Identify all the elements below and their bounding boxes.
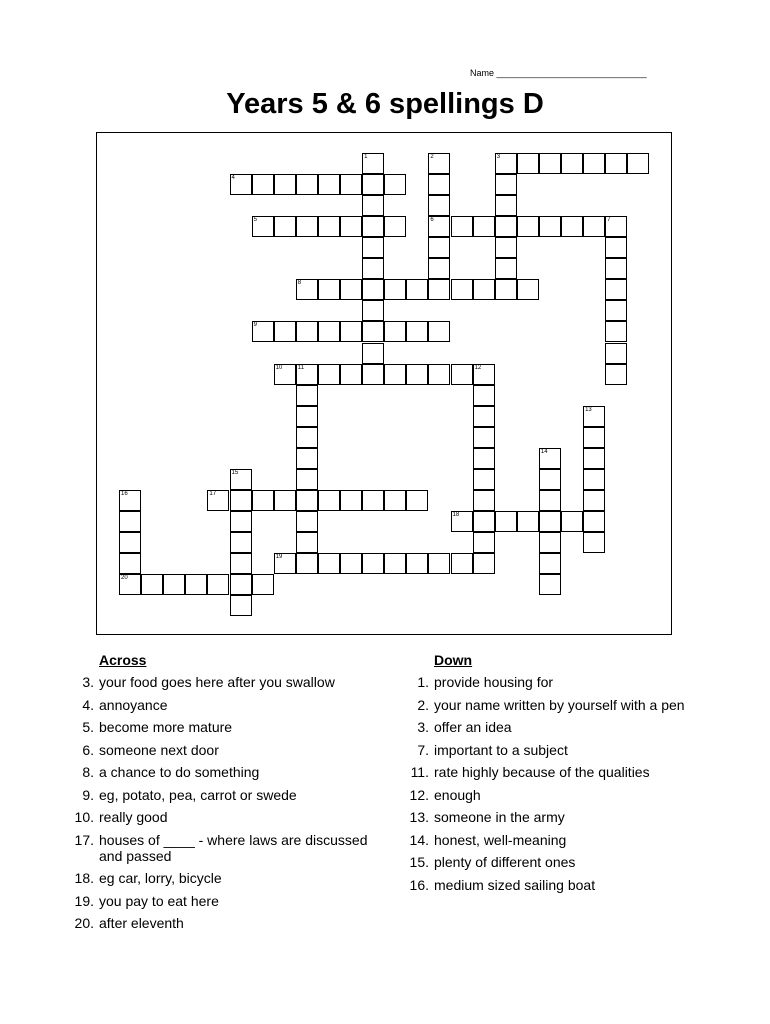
grid-cell[interactable] [539, 532, 561, 553]
grid-cell[interactable] [296, 532, 318, 553]
grid-cell[interactable] [362, 490, 384, 511]
grid-cell[interactable] [583, 153, 605, 174]
grid-cell[interactable] [428, 279, 450, 300]
grid-cell[interactable] [340, 490, 362, 511]
grid-cell[interactable] [119, 490, 141, 511]
down-clue [409, 876, 714, 893]
grid-cell[interactable] [583, 469, 605, 490]
grid-cell[interactable] [274, 216, 296, 237]
across-heading: Across [99, 652, 147, 668]
down-clues [409, 652, 714, 899]
across-clue [74, 831, 389, 864]
grid-cell[interactable] [185, 574, 207, 595]
grid-cell[interactable] [252, 216, 274, 237]
clue-number: 8. [82, 764, 94, 780]
grid-cell[interactable] [495, 174, 517, 195]
grid-cell[interactable] [539, 553, 561, 574]
grid-cell[interactable] [451, 279, 473, 300]
grid-cell[interactable] [539, 153, 561, 174]
grid-cell[interactable] [539, 448, 561, 469]
grid-cell[interactable] [428, 364, 450, 385]
grid-cell[interactable] [473, 511, 495, 532]
clue-text: someone in the army [434, 809, 565, 825]
cell-number: 4 [231, 175, 235, 182]
across-clue [82, 696, 389, 713]
clue-number: 12. [409, 786, 429, 803]
grid-cell[interactable] [428, 216, 450, 237]
cell-number: 14 [540, 448, 548, 455]
down-heading: Down [434, 652, 473, 668]
grid-cell[interactable] [119, 553, 141, 574]
grid-cell[interactable] [318, 490, 340, 511]
cell-number: 6 [430, 217, 434, 224]
clue-text: medium sized sailing boat [434, 876, 596, 893]
grid-cell[interactable] [296, 364, 318, 385]
grid-cell[interactable] [207, 490, 229, 511]
grid-cell[interactable] [252, 490, 274, 511]
grid-cell[interactable] [119, 511, 141, 532]
grid-cell[interactable] [230, 469, 252, 490]
grid-cell[interactable] [296, 216, 318, 237]
cell-number: 13 [585, 406, 592, 413]
grid-cell[interactable] [362, 321, 384, 342]
clue-number: 13. [409, 809, 429, 825]
clue-number: 4. [82, 696, 94, 713]
cell-number: 12 [474, 364, 482, 371]
page-title: Years 5 & 6 spellings D [226, 88, 544, 120]
grid-cell[interactable] [473, 469, 495, 490]
cell-number: 11 [297, 364, 305, 371]
grid-cell[interactable] [539, 469, 561, 490]
grid-cell[interactable] [296, 406, 318, 427]
grid-cell[interactable] [230, 174, 252, 195]
grid-cell[interactable] [605, 216, 627, 237]
grid-cell[interactable] [274, 174, 296, 195]
grid-cell[interactable] [583, 406, 605, 427]
grid-cell[interactable] [230, 532, 252, 553]
grid-cell[interactable] [517, 216, 539, 237]
name-line: Name ______________________________ [470, 68, 647, 78]
clue-text: really good [99, 809, 168, 825]
grid-cell[interactable] [473, 216, 495, 237]
grid-cell[interactable] [583, 427, 605, 448]
clue-number: 16. [409, 876, 429, 893]
grid-cell[interactable] [296, 511, 318, 532]
grid-cell[interactable] [362, 195, 384, 216]
grid-cell[interactable] [362, 258, 384, 279]
grid-cell[interactable] [473, 427, 495, 448]
cell-number: 10 [275, 364, 283, 371]
grid-cell[interactable] [318, 553, 340, 574]
grid-cell[interactable] [296, 427, 318, 448]
cell-number: 16 [121, 490, 128, 497]
grid-cell[interactable] [605, 321, 627, 342]
clue-text: annoyance [99, 696, 168, 713]
across-clue [74, 892, 389, 909]
grid-cell[interactable] [627, 153, 649, 174]
clue-number: 3. [417, 719, 429, 735]
clue-number: 19. [74, 892, 94, 909]
grid-cell[interactable] [561, 153, 583, 174]
grid-cell[interactable] [605, 343, 627, 364]
grid-cell[interactable] [318, 364, 340, 385]
clue-text: eg, potato, pea, carrot or swede [99, 786, 297, 803]
grid-cell[interactable] [384, 553, 406, 574]
cell-number: 2 [430, 154, 434, 160]
grid-cell[interactable] [362, 174, 384, 195]
cell-number: 7 [607, 217, 611, 224]
grid-cell[interactable] [605, 258, 627, 279]
grid-cell[interactable] [296, 448, 318, 469]
across-clue [82, 719, 389, 735]
grid-cell[interactable] [517, 153, 539, 174]
grid-cell[interactable] [230, 490, 252, 511]
grid-cell[interactable] [274, 364, 296, 385]
grid-cell[interactable] [495, 511, 517, 532]
clue-number: 6. [82, 741, 94, 758]
grid-cell[interactable] [428, 321, 450, 342]
grid-cell[interactable] [340, 216, 362, 237]
clue-text: eg car, lorry, bicycle [99, 870, 222, 886]
cell-number: 1 [364, 154, 368, 160]
grid-cell[interactable] [495, 216, 517, 237]
clue-text: your food goes here after you swallow [99, 674, 335, 690]
grid-cell[interactable] [473, 279, 495, 300]
grid-cell[interactable] [362, 237, 384, 258]
grid-cell[interactable] [362, 300, 384, 321]
down-clue [409, 854, 714, 870]
across-clue [74, 870, 389, 886]
grid-cell[interactable] [274, 321, 296, 342]
grid-cell[interactable] [495, 237, 517, 258]
clue-number: 9. [82, 786, 94, 803]
grid-cell[interactable] [605, 364, 627, 385]
grid-cell[interactable] [605, 279, 627, 300]
grid-cell[interactable] [119, 574, 141, 595]
clue-text: offer an idea [434, 719, 512, 735]
down-clue [417, 674, 714, 690]
clue-number: 1. [417, 674, 429, 690]
grid-cell[interactable] [406, 364, 428, 385]
cell-number: 20 [121, 575, 128, 581]
grid-cell[interactable] [119, 532, 141, 553]
grid-cell[interactable] [207, 574, 229, 595]
grid-cell[interactable] [230, 553, 252, 574]
clue-text: a chance to do something [99, 764, 260, 780]
grid-cell[interactable] [340, 174, 362, 195]
down-clue [417, 719, 714, 735]
grid-cell[interactable] [296, 469, 318, 490]
grid-cell[interactable] [318, 279, 340, 300]
grid-cell[interactable] [384, 174, 406, 195]
grid-cell[interactable] [340, 553, 362, 574]
clue-number: 20. [74, 915, 94, 931]
clue-number: 2. [417, 696, 429, 713]
grid-cell[interactable] [539, 216, 561, 237]
grid-cell[interactable] [230, 511, 252, 532]
clue-number: 5. [82, 719, 94, 735]
grid-cell[interactable] [296, 553, 318, 574]
cell-number: 8 [297, 280, 302, 287]
clue-number: 11. [410, 764, 429, 780]
grid-cell[interactable] [318, 216, 340, 237]
grid-cell[interactable] [428, 153, 450, 174]
clue-text: important to a subject [434, 741, 568, 758]
grid-cell[interactable] [296, 385, 318, 406]
grid-cell[interactable] [473, 553, 495, 574]
clue-number: 7. [417, 741, 429, 758]
grid-cell[interactable] [473, 364, 495, 385]
grid-cell[interactable] [428, 553, 450, 574]
grid-cell[interactable] [451, 216, 473, 237]
clue-text: your name written by yourself with a pen [434, 696, 685, 713]
grid-cell[interactable] [583, 448, 605, 469]
clue-text: rate highly because of the qualities [434, 764, 650, 780]
grid-cell[interactable] [296, 490, 318, 511]
grid-cell[interactable] [428, 195, 450, 216]
clue-number: 3. [82, 674, 94, 690]
grid-cell[interactable] [362, 216, 384, 237]
clue-number: 15. [409, 854, 429, 870]
clue-text: houses of ____ - where laws are discussed and passed [99, 831, 368, 864]
grid-cell[interactable] [473, 490, 495, 511]
across-clue [74, 809, 389, 825]
grid-cell[interactable] [163, 574, 185, 595]
down-clue [417, 741, 714, 758]
grid-cell[interactable] [539, 574, 561, 595]
grid-cell[interactable] [517, 279, 539, 300]
cell-number: 15 [231, 469, 239, 476]
grid-cell[interactable] [384, 216, 406, 237]
grid-cell[interactable] [495, 258, 517, 279]
grid-cell[interactable] [451, 553, 473, 574]
grid-cell[interactable] [384, 364, 406, 385]
clue-text: someone next door [99, 741, 219, 758]
grid-cell[interactable] [406, 321, 428, 342]
down-clue [409, 831, 714, 848]
across-clue [74, 915, 389, 931]
grid-cell[interactable] [605, 237, 627, 258]
grid-cell[interactable] [141, 574, 163, 595]
grid-cell[interactable] [406, 553, 428, 574]
grid-cell[interactable] [318, 321, 340, 342]
clue-number: 18. [74, 870, 94, 886]
across-clue [82, 741, 389, 758]
grid-cell[interactable] [561, 216, 583, 237]
grid-cell[interactable] [362, 364, 384, 385]
grid-cell[interactable] [495, 195, 517, 216]
grid-cell[interactable] [428, 237, 450, 258]
grid-cell[interactable] [451, 511, 473, 532]
across-clue [82, 764, 389, 780]
clue-number: 14. [409, 831, 429, 848]
cell-number: 9 [253, 322, 257, 329]
grid-cell[interactable] [605, 153, 627, 174]
grid-cell[interactable] [451, 364, 473, 385]
grid-cell[interactable] [362, 343, 384, 364]
grid-cell[interactable] [583, 511, 605, 532]
grid-cell[interactable] [473, 532, 495, 553]
grid-cell[interactable] [296, 279, 318, 300]
grid-cell[interactable] [384, 321, 406, 342]
clue-text: honest, well-meaning [434, 831, 567, 848]
across-clues [74, 652, 389, 938]
grid-cell[interactable] [252, 321, 274, 342]
grid-cell[interactable] [340, 364, 362, 385]
grid-cell[interactable] [495, 153, 517, 174]
across-clue [82, 674, 389, 690]
grid-cell[interactable] [274, 490, 296, 511]
cell-number: 18 [452, 511, 460, 518]
cell-number: 17 [209, 490, 217, 497]
grid-cell[interactable] [406, 279, 428, 300]
down-clue [409, 809, 714, 825]
clue-number: 17. [74, 831, 94, 848]
across-clue [82, 786, 389, 803]
grid-cell[interactable] [583, 532, 605, 553]
grid-cell[interactable] [428, 258, 450, 279]
cell-number: 3 [496, 154, 501, 160]
grid-cell[interactable] [296, 174, 318, 195]
grid-cell[interactable] [473, 385, 495, 406]
grid-cell[interactable] [561, 511, 583, 532]
grid-cell[interactable] [583, 216, 605, 237]
grid-cell[interactable] [473, 406, 495, 427]
cell-number: 5 [253, 217, 257, 224]
down-clue [409, 786, 714, 803]
grid-cell[interactable] [252, 574, 274, 595]
grid-cell[interactable] [539, 511, 561, 532]
grid-cell[interactable] [362, 279, 384, 300]
clue-text: become more mature [99, 719, 233, 735]
grid-cell[interactable] [539, 490, 561, 511]
grid-cell[interactable] [605, 300, 627, 321]
grid-cell[interactable] [340, 321, 362, 342]
grid-cell[interactable] [495, 279, 517, 300]
down-clue [410, 764, 714, 780]
grid-cell[interactable] [318, 174, 340, 195]
clue-text: plenty of different ones [434, 854, 576, 870]
grid-cell[interactable] [517, 511, 539, 532]
grid-cell[interactable] [384, 279, 406, 300]
cell-number: 19 [275, 554, 283, 560]
grid-cell[interactable] [274, 553, 296, 574]
clue-text: provide housing for [434, 674, 554, 690]
clue-text: after eleventh [99, 915, 184, 931]
grid-cell[interactable] [362, 153, 384, 174]
clue-text: enough [434, 786, 481, 803]
grid-cell[interactable] [362, 553, 384, 574]
grid-cell[interactable] [296, 321, 318, 342]
grid-cell[interactable] [340, 279, 362, 300]
grid-cell[interactable] [252, 174, 274, 195]
grid-cell[interactable] [583, 490, 605, 511]
grid-cell[interactable] [473, 448, 495, 469]
grid-cell[interactable] [384, 490, 406, 511]
clue-text: you pay to eat here [99, 892, 219, 909]
grid-cell[interactable] [406, 490, 428, 511]
grid-cell[interactable] [230, 595, 252, 616]
down-clue [417, 696, 714, 713]
grid-cell[interactable] [428, 174, 450, 195]
clue-number: 10. [74, 809, 94, 825]
grid-cell[interactable] [230, 574, 252, 595]
